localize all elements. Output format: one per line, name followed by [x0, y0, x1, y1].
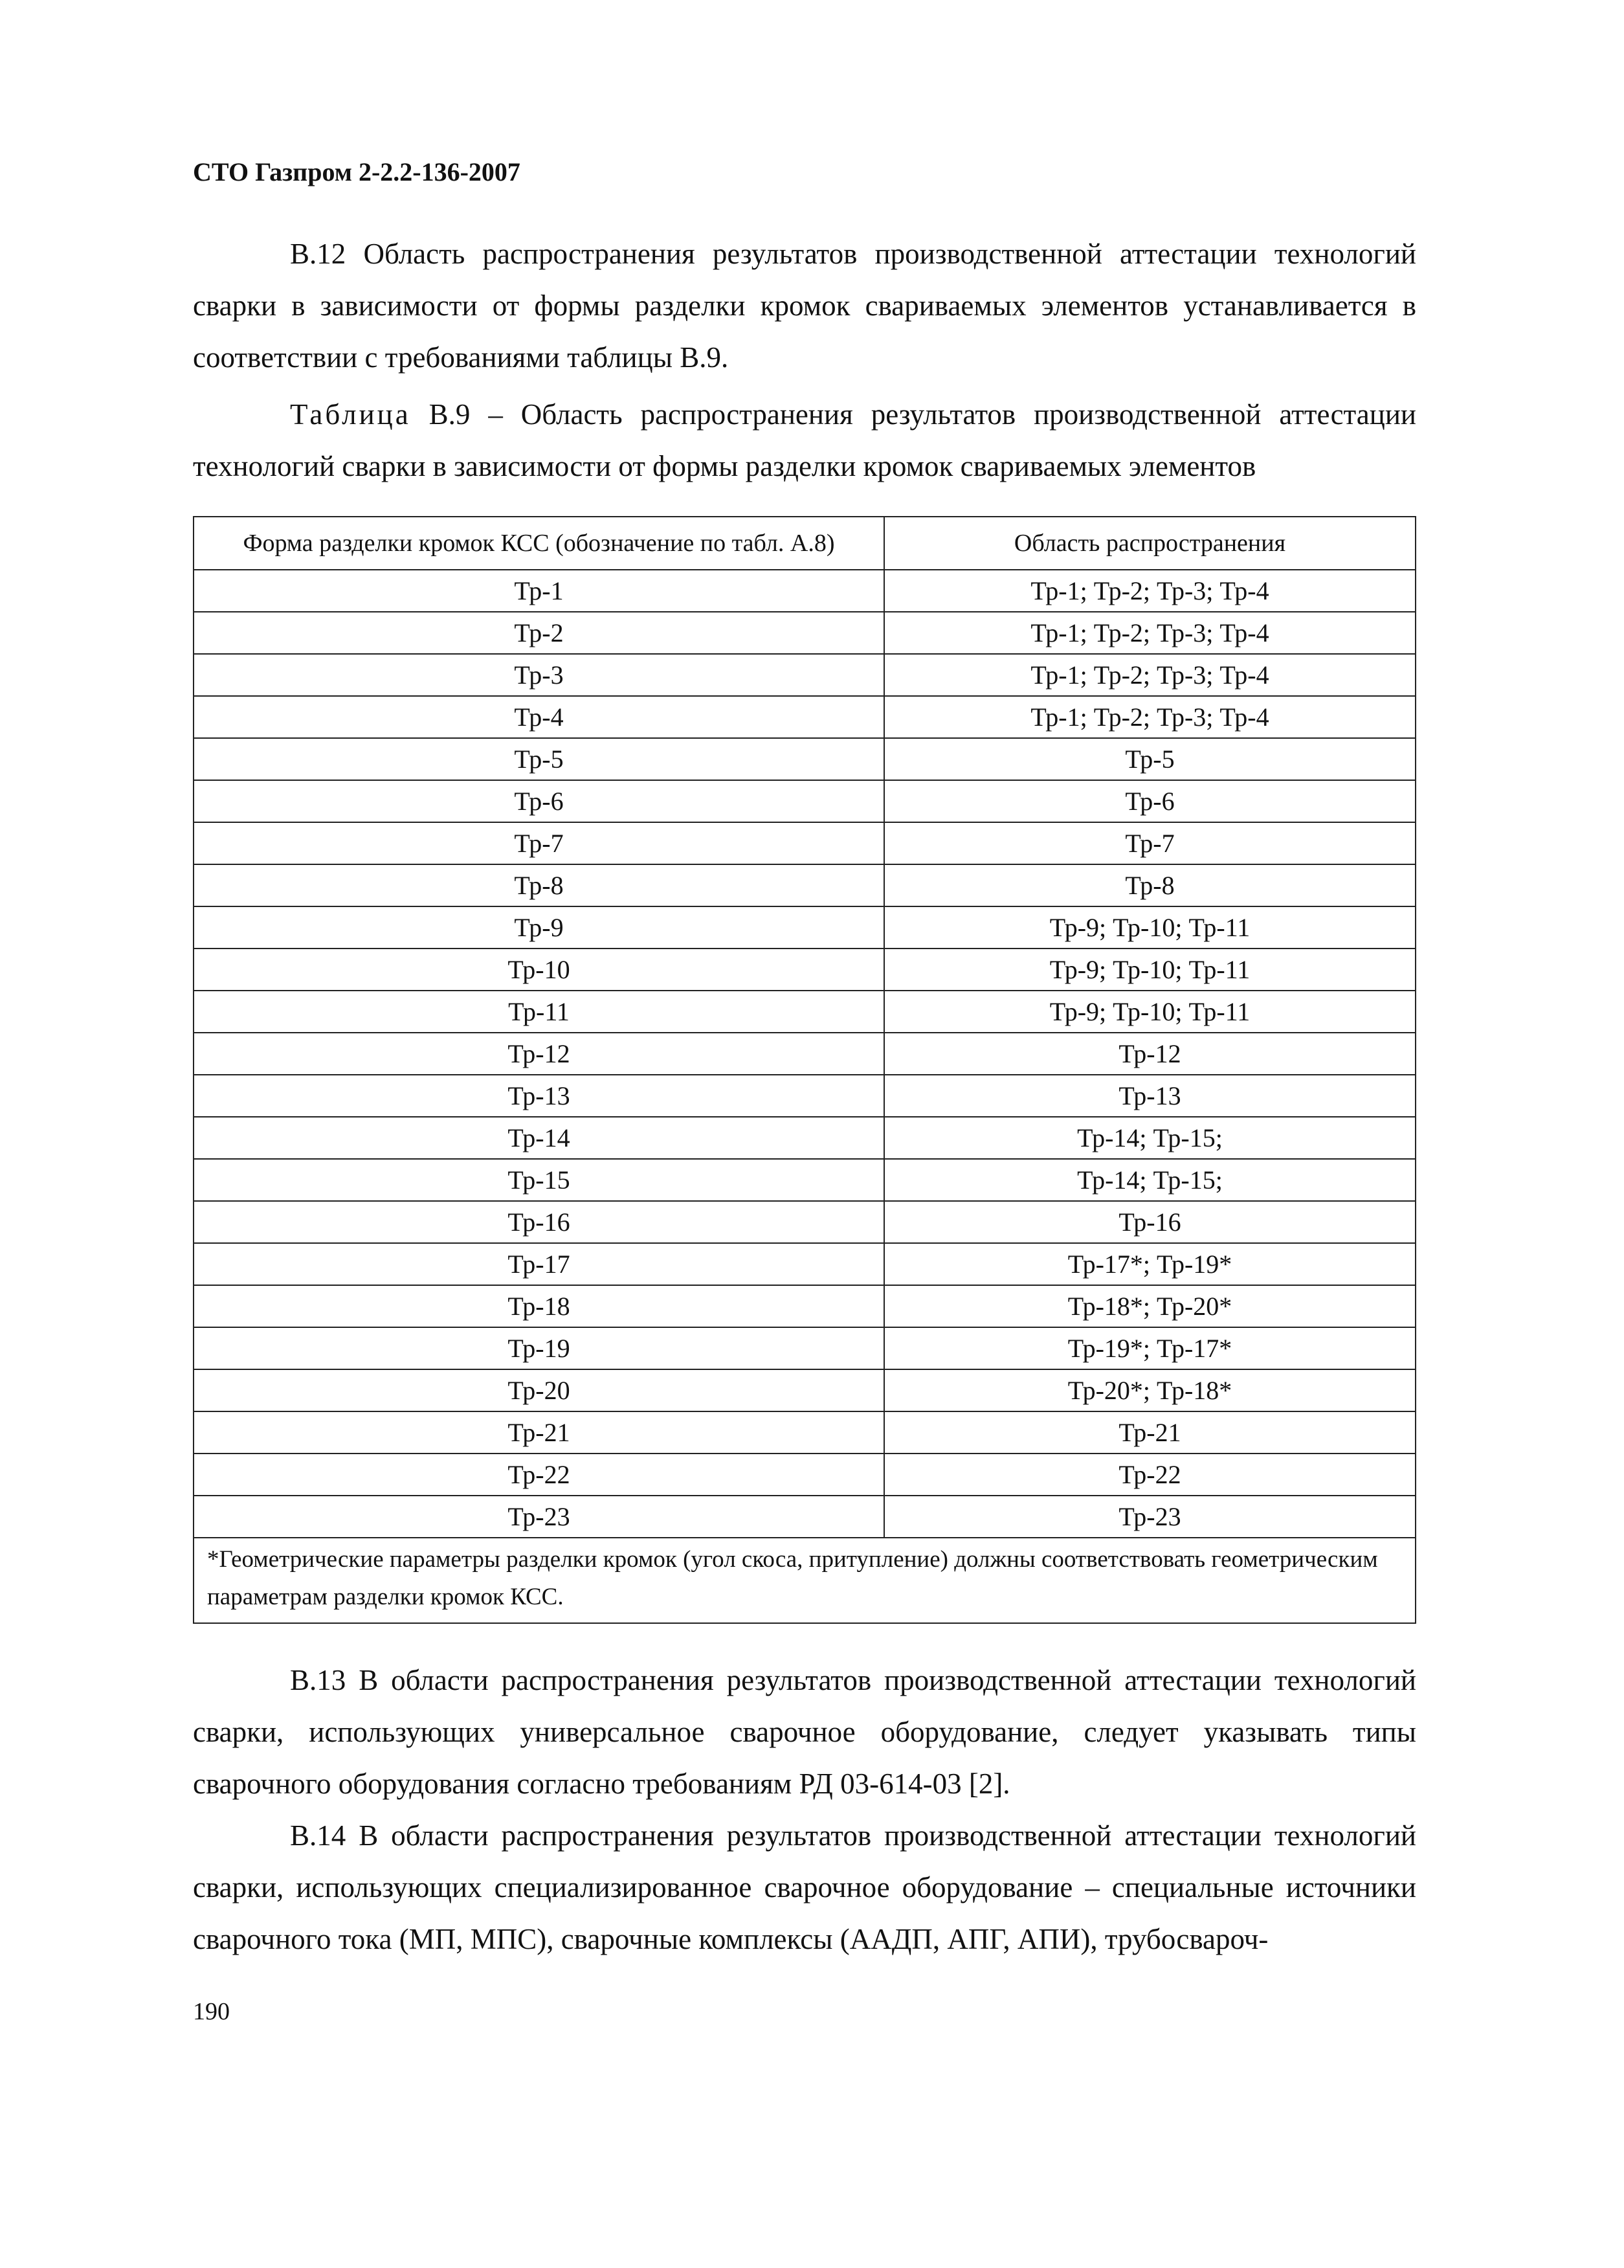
cell-scope: Тр-22 [884, 1454, 1416, 1496]
cell-form: Тр-23 [194, 1496, 884, 1538]
table-b9 [193, 516, 1416, 1624]
cell-form: Тр-2 [194, 612, 884, 654]
table-row [194, 1243, 1416, 1285]
cell-scope: Тр-14; Тр-15; [884, 1159, 1416, 1201]
cell-scope: Тр-5 [884, 738, 1416, 780]
cell-scope: Тр-1; Тр-2; Тр-3; Тр-4 [884, 696, 1416, 738]
cell-form: Тр-11 [194, 991, 884, 1033]
cell-scope: Тр-20*; Тр-18* [884, 1369, 1416, 1411]
table-body [194, 570, 1416, 1623]
table-row [194, 654, 1416, 696]
cell-scope: Тр-21 [884, 1411, 1416, 1454]
cell-form: Тр-16 [194, 1201, 884, 1243]
cell-form: Тр-18 [194, 1285, 884, 1327]
cell-scope: Тр-16 [884, 1201, 1416, 1243]
table-header-row [194, 517, 1416, 570]
cell-scope: Тр-23 [884, 1496, 1416, 1538]
table-row [194, 822, 1416, 864]
cell-scope: Тр-8 [884, 864, 1416, 906]
paragraph-b13: В.13 В области распространения результатов производственной аттестации технологий сварки, использующих универсальное сварочное оборудование, следует указывать типы сварочного оборудования согласно требованиям РД 03-614-03 [2]. [193, 1664, 1416, 1800]
table-row [194, 1159, 1416, 1201]
cell-form: Тр-1 [194, 570, 884, 612]
table-row [194, 570, 1416, 612]
cell-scope: Тр-7 [884, 822, 1416, 864]
cell-scope: Тр-17*; Тр-19* [884, 1243, 1416, 1285]
cell-form: Тр-8 [194, 864, 884, 906]
cell-scope: Тр-6 [884, 780, 1416, 822]
table-row [194, 1369, 1416, 1411]
cell-scope: Тр-9; Тр-10; Тр-11 [884, 949, 1416, 991]
cell-form: Тр-20 [194, 1369, 884, 1411]
cell-form: Тр-9 [194, 906, 884, 949]
cell-form: Тр-22 [194, 1454, 884, 1496]
table-row [194, 780, 1416, 822]
header-cell-scope: Область распространения [884, 517, 1416, 570]
cell-form: Тр-13 [194, 1075, 884, 1117]
table-row [194, 949, 1416, 991]
table-row [194, 1075, 1416, 1117]
cell-form: Тр-15 [194, 1159, 884, 1201]
cell-form: Тр-5 [194, 738, 884, 780]
table-caption-label: Таблица [290, 398, 411, 431]
table-row [194, 738, 1416, 780]
cell-scope: Тр-12 [884, 1033, 1416, 1075]
cell-scope: Тр-13 [884, 1075, 1416, 1117]
cell-form: Тр-7 [194, 822, 884, 864]
table-row [194, 696, 1416, 738]
table-row [194, 1285, 1416, 1327]
table-row [194, 1327, 1416, 1369]
cell-form: Тр-10 [194, 949, 884, 991]
table-row [194, 1117, 1416, 1159]
cell-form: Тр-4 [194, 696, 884, 738]
cell-form: Тр-17 [194, 1243, 884, 1285]
paragraph-b12: В.12 Область распространения результатов производственной аттестации технологий сварки в зависимости от формы разделки кромок свариваемых элементов устанавливается в соответствии с требованиями таблицы В.9. [193, 238, 1416, 374]
cell-form: Тр-19 [194, 1327, 884, 1369]
table-footnote-row [194, 1538, 1416, 1623]
cell-scope: Тр-1; Тр-2; Тр-3; Тр-4 [884, 612, 1416, 654]
table-caption [193, 388, 1416, 492]
table-row [194, 906, 1416, 949]
cell-scope: Тр-9; Тр-10; Тр-11 [884, 991, 1416, 1033]
cell-form: Тр-6 [194, 780, 884, 822]
document-code-header: СТО Газпром 2-2.2-136-2007 [193, 157, 520, 186]
table-row [194, 1496, 1416, 1538]
table-row [194, 1033, 1416, 1075]
table-row [194, 991, 1416, 1033]
table-row [194, 612, 1416, 654]
paragraph-b14: В.14 В области распространения результатов производственной аттестации технологий сварки, использующих специализированное сварочное оборудование – специальные источники сварочного тока (МП, МПС), сварочные комплексы (ААДП, АПГ, АПИ), трубосвароч- [193, 1819, 1416, 1955]
table-footnote: *Геометрические параметры разделки кромок (угол скоса, притупление) должны соответствовать геометрическим параметрам разделки кромок КСС. [194, 1538, 1416, 1623]
cell-scope: Тр-19*; Тр-17* [884, 1327, 1416, 1369]
page-number: 190 [193, 1998, 230, 2025]
cell-form: Тр-14 [194, 1117, 884, 1159]
table-row [194, 864, 1416, 906]
cell-form: Тр-12 [194, 1033, 884, 1075]
header-cell-form: Форма разделки кромок КСС (обозначение по табл. А.8) [194, 517, 884, 570]
cell-scope: Тр-1; Тр-2; Тр-3; Тр-4 [884, 570, 1416, 612]
cell-form: Тр-3 [194, 654, 884, 696]
table-caption-text: В.9 – Область распространения результатов производственной аттестации технологий сварки в зависимости от формы разделки кромок свариваемых элементов [193, 398, 1416, 482]
cell-scope: Тр-18*; Тр-20* [884, 1285, 1416, 1327]
cell-form: Тр-21 [194, 1411, 884, 1454]
cell-scope: Тр-9; Тр-10; Тр-11 [884, 906, 1416, 949]
table-row [194, 1454, 1416, 1496]
table-row [194, 1411, 1416, 1454]
cell-scope: Тр-1; Тр-2; Тр-3; Тр-4 [884, 654, 1416, 696]
cell-scope: Тр-14; Тр-15; [884, 1117, 1416, 1159]
table-row [194, 1201, 1416, 1243]
